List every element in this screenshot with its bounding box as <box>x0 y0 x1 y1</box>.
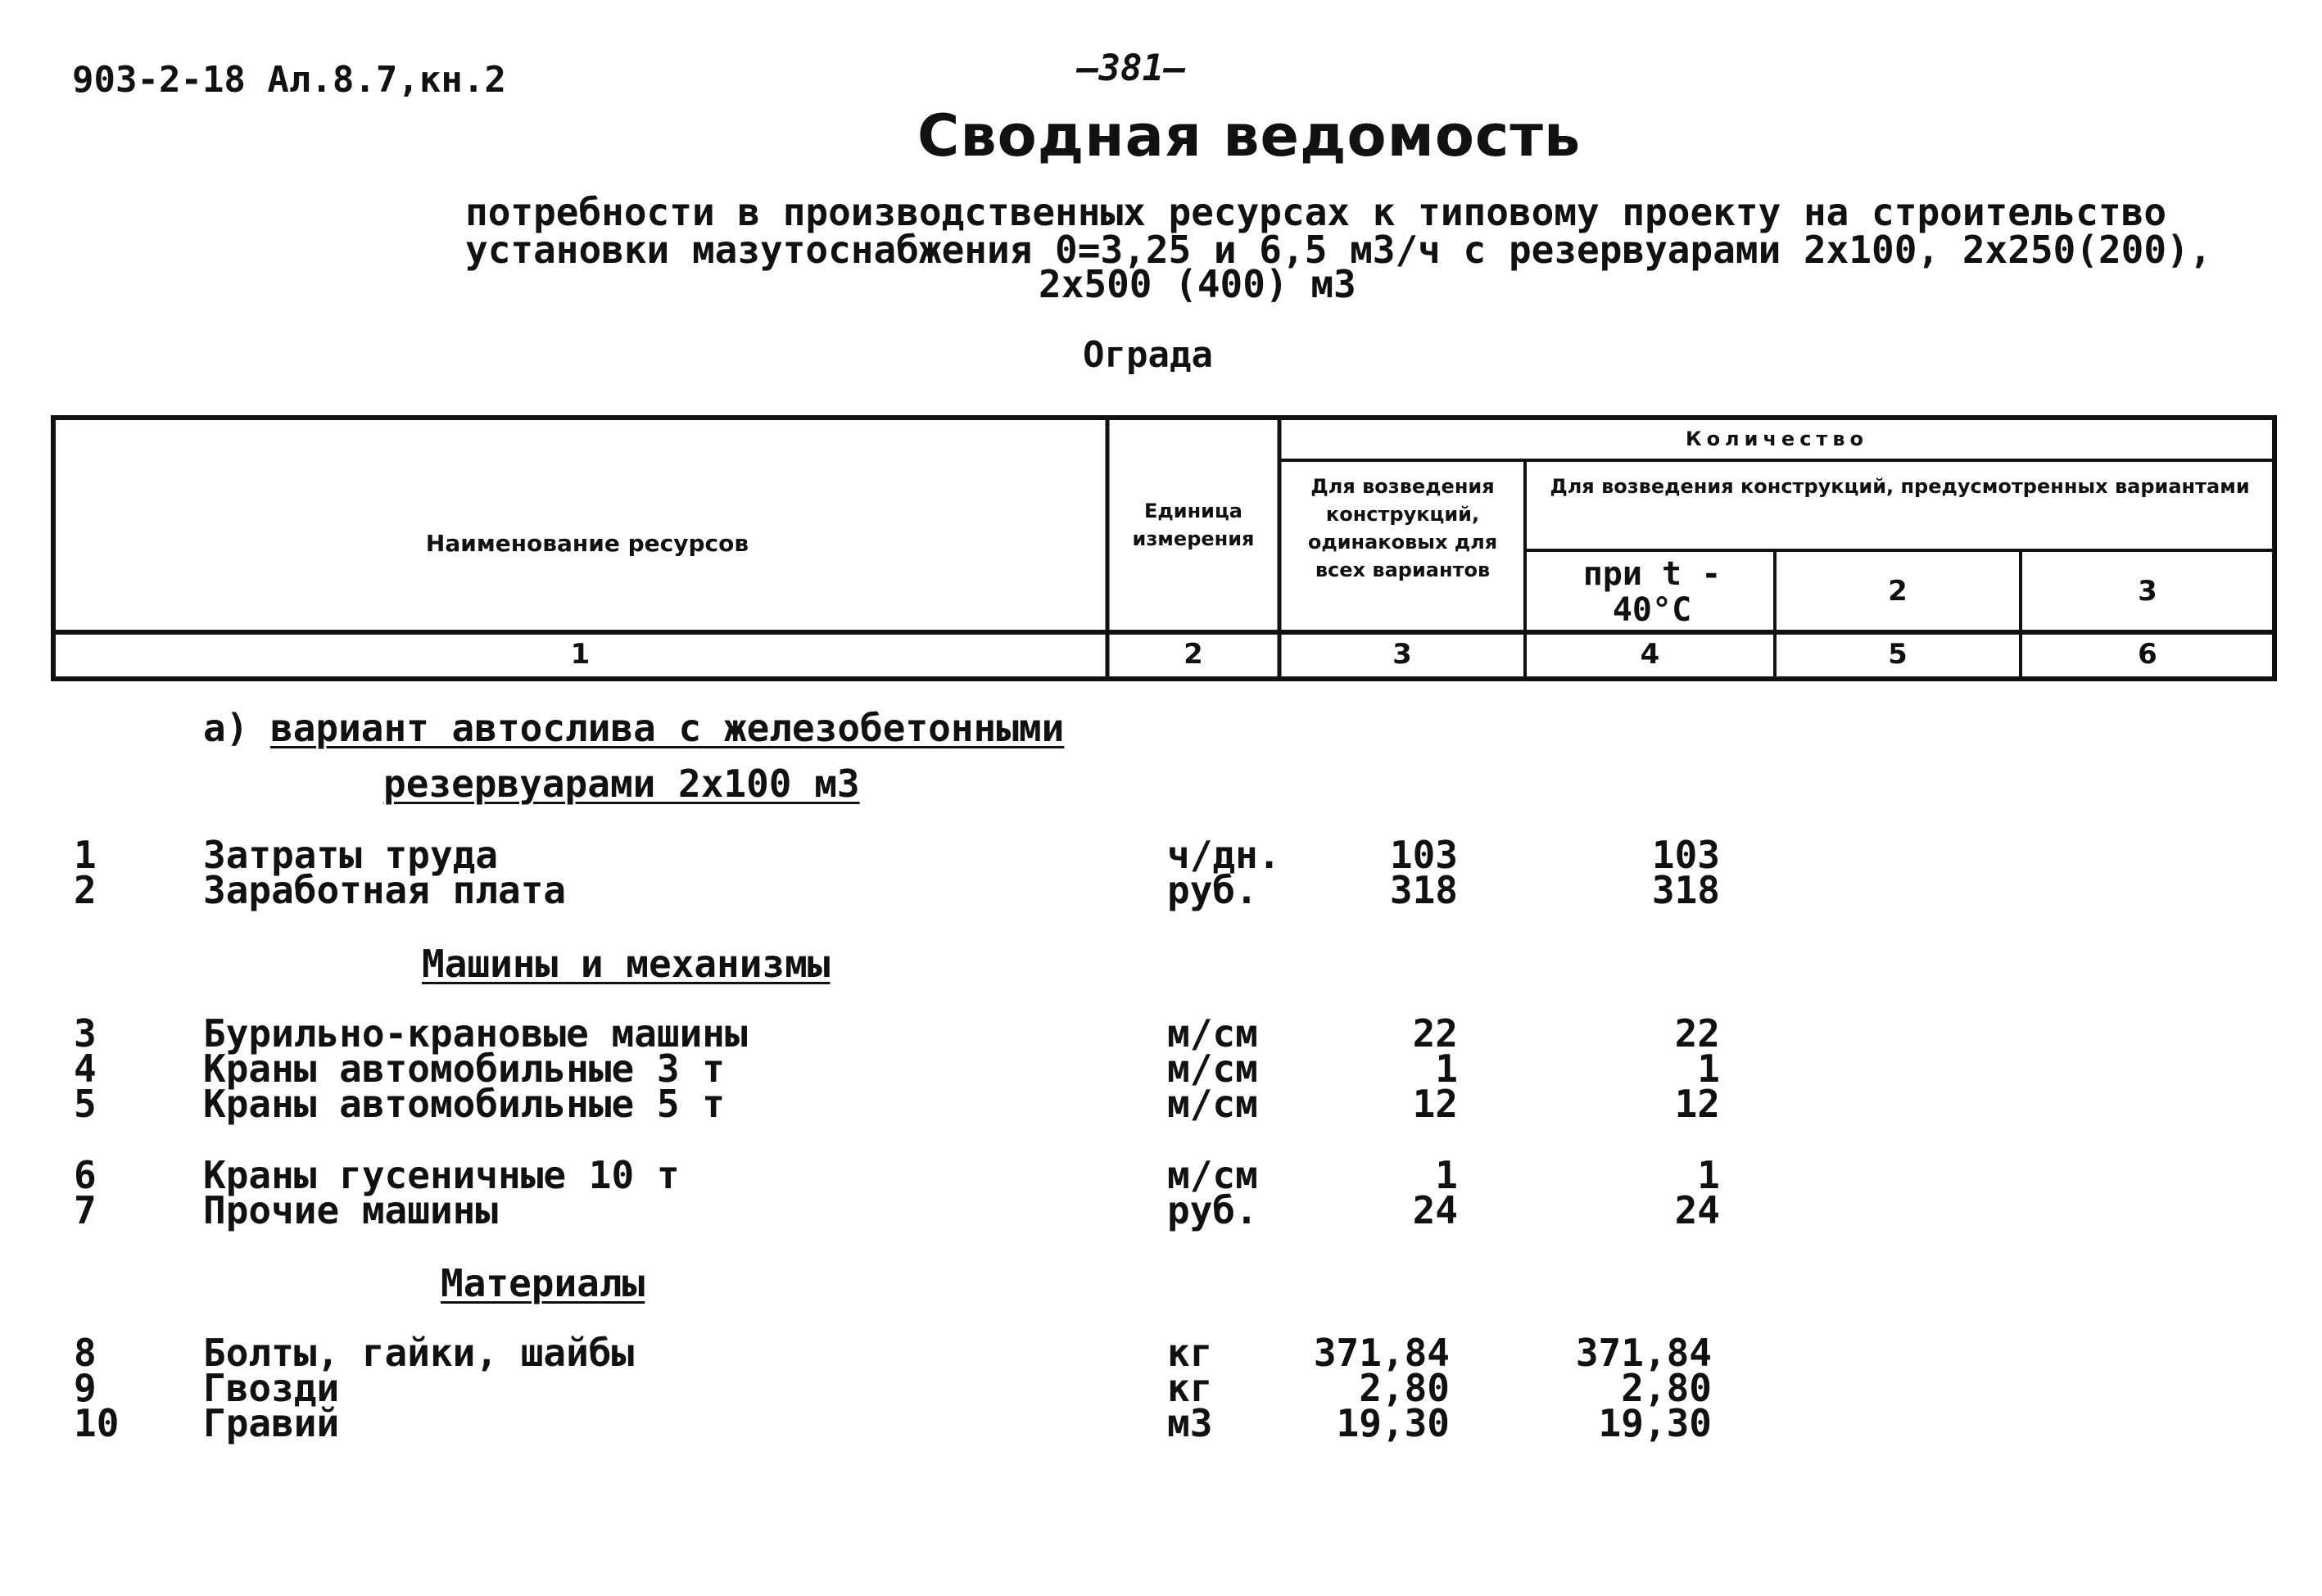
row-name: Прочие машины <box>203 1188 499 1232</box>
row-name: Гравий <box>203 1401 340 1445</box>
row-number: 9 <box>74 1366 97 1410</box>
row-value-var1: 103 <box>1651 833 1720 877</box>
row-number: 4 <box>74 1047 97 1091</box>
row-name: Болты, гайки, шайбы <box>203 1331 635 1375</box>
header-var1: при t - 40°С <box>1582 555 1722 629</box>
col-number-1: 1 <box>570 638 591 671</box>
row-number: 5 <box>74 1082 97 1126</box>
row-name: Заработная плата <box>203 868 567 912</box>
row-value-common: 12 <box>1412 1082 1458 1126</box>
page-title: Сводная ведомость <box>917 102 1582 170</box>
row-value-common: 19,30 <box>1336 1401 1450 1445</box>
row-unit: м/см <box>1167 1082 1258 1126</box>
row-value-common: 22 <box>1412 1011 1458 1056</box>
header-resource-name: Наименование ресурсов <box>425 530 749 557</box>
row-value-var1: 318 <box>1651 868 1720 912</box>
group-heading-machines: Машины и механизмы <box>422 942 831 986</box>
row-unit: м/см <box>1167 1047 1258 1091</box>
row-unit: руб. <box>1167 1188 1258 1232</box>
row-value-common: 318 <box>1389 868 1458 912</box>
row-name: Гвозди <box>203 1366 340 1410</box>
row-unit: руб. <box>1167 868 1258 912</box>
row-number: 3 <box>74 1011 97 1056</box>
row-name: Краны автомобильные 3 т <box>203 1047 725 1091</box>
row-unit: м3 <box>1167 1401 1213 1445</box>
variant-prefix: а) <box>203 706 249 750</box>
row-value-common: 1 <box>1435 1153 1458 1197</box>
col-number-5: 5 <box>1888 638 1908 671</box>
col-number-2: 2 <box>1184 638 1203 671</box>
row-value-common: 103 <box>1389 833 1458 877</box>
row-unit: м/см <box>1167 1011 1258 1056</box>
row-name: Затраты труда <box>203 833 499 877</box>
col-number-6: 6 <box>2138 638 2157 671</box>
row-unit: ч/дн. <box>1167 833 1281 877</box>
row-number: 8 <box>74 1331 97 1375</box>
row-number: 7 <box>74 1188 97 1232</box>
row-unit: кг <box>1167 1366 1213 1410</box>
row-number: 1 <box>74 833 97 877</box>
row-unit: кг <box>1167 1331 1213 1375</box>
row-name: Бурильно-крановые машины <box>203 1011 748 1056</box>
row-value-var1: 2,80 <box>1621 1366 1712 1410</box>
row-value-common: 371,84 <box>1313 1331 1450 1375</box>
row-value-var1: 22 <box>1674 1011 1720 1056</box>
row-number: 2 <box>74 868 97 912</box>
document-code: 903-2-18 Ал.8.7,кн.2 <box>72 59 506 101</box>
header-quantity: Количество <box>1685 427 1869 450</box>
section-title: Ограда <box>1083 334 1213 376</box>
row-value-common: 24 <box>1412 1188 1458 1232</box>
row-unit: м/см <box>1167 1153 1258 1197</box>
row-value-var1: 12 <box>1674 1082 1720 1126</box>
variant-heading-line1: вариант автослива с железобетонными <box>270 706 1065 750</box>
row-value-var1: 1 <box>1697 1153 1720 1197</box>
col-number-3: 3 <box>1392 638 1412 671</box>
header-var2: 2 <box>1888 575 1908 608</box>
table-header <box>51 415 2277 681</box>
row-name: Краны автомобильные 5 т <box>203 1082 725 1126</box>
row-value-var1: 1 <box>1697 1047 1720 1091</box>
variant-heading-line2: резервуарами 2х100 м3 <box>383 762 860 806</box>
row-value-var1: 19,30 <box>1598 1401 1712 1445</box>
row-number: 6 <box>74 1153 97 1197</box>
subtitle-line-2: установки мазутоснабжения 0=3,25 и 6,5 м3/ч с резервуарами 2х100, 2х250(200), <box>465 228 2212 272</box>
header-var3: 3 <box>2138 575 2157 608</box>
group-heading-materials: Материалы <box>441 1261 645 1305</box>
header-unit: Единица измерения <box>1132 500 1255 550</box>
row-name: Краны гусеничные 10 т <box>203 1153 680 1197</box>
row-value-common: 2,80 <box>1359 1366 1450 1410</box>
header-variants: Для возведения конструкций, предусмотренных вариантами <box>1550 475 2250 498</box>
row-value-var1: 24 <box>1674 1188 1720 1232</box>
page-number: —381— <box>1077 47 1186 89</box>
row-value-var1: 371,84 <box>1575 1331 1712 1375</box>
subtitle-line-1: потребности в производственных ресурсах к типовому проекту на строительство <box>465 190 2167 234</box>
row-number: 10 <box>74 1401 120 1445</box>
col-number-4: 4 <box>1640 638 1660 671</box>
row-value-common: 1 <box>1435 1047 1458 1091</box>
subtitle-line-3: 2х500 (400) м3 <box>1039 262 1356 306</box>
header-common: Для возведения конструкций, одинаковых для всех вариантов <box>1307 475 1498 581</box>
